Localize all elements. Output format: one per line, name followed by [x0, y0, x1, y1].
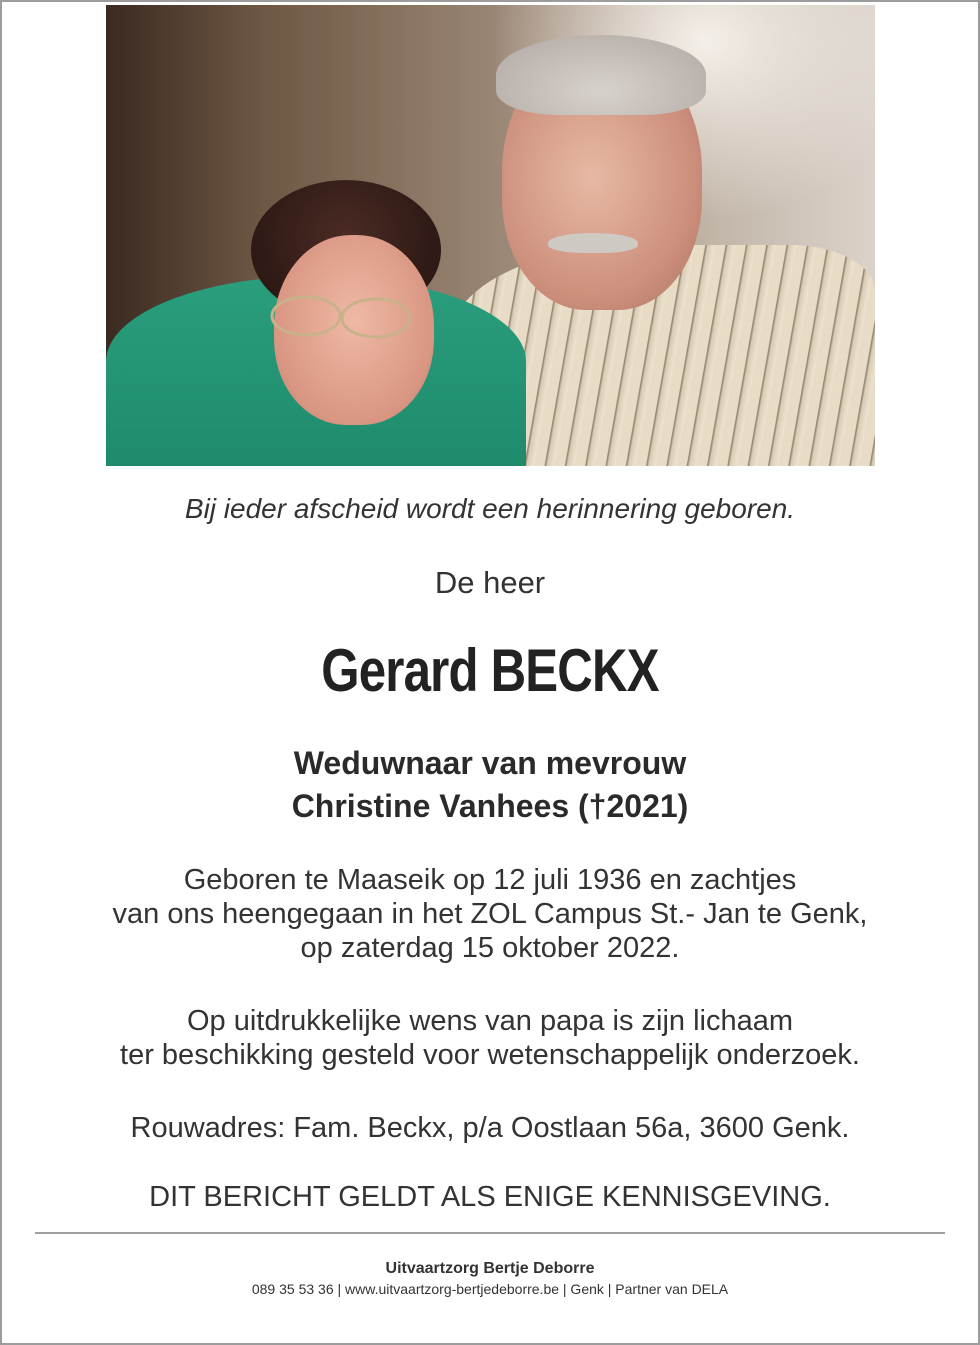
spouse-line-2: Christine Vanhees (†2021) [291, 788, 689, 824]
memorial-quote: Bij ieder afscheid wordt een herinnering geboren. [184, 493, 796, 524]
birth-death-line: op zaterdag 15 oktober 2022. [300, 932, 680, 964]
honorific: De heer [434, 565, 546, 600]
man-mustache [548, 233, 638, 253]
birth-death-paragraph [0, 863, 980, 965]
funeral-home-contact: 089 35 53 36 | www.uitvaartzorg-bertjedeborre.be | Genk | Partner van DELA [251, 1281, 729, 1297]
birth-death-line: van ons heengegaan in het ZOL Campus St.- Jan te Genk, [112, 898, 868, 930]
footer-divider [35, 1232, 945, 1234]
wish-line: ter beschikking gesteld voor wetenschappelijk onderzoek. [120, 1039, 860, 1071]
notice-line: DIT BERICHT GELDT ALS ENIGE KENNISGEVING. [149, 1181, 831, 1213]
glasses-icon [264, 293, 418, 339]
funeral-home-name: Uitvaartzorg Bertje Deborre [385, 1260, 595, 1277]
mourning-address: Rouwadres: Fam. Beckx, p/a Oostlaan 56a, 3600 Genk. [130, 1112, 850, 1144]
man-hair [496, 35, 706, 115]
wish-line: Op uitdrukkelijke wens van papa is zijn lichaam [186, 1005, 794, 1037]
deceased-name: Gerard BECKX [321, 637, 659, 704]
wish-paragraph [0, 1004, 980, 1072]
spouse-line-1: Weduwnaar van mevrouw [293, 745, 687, 781]
couple-photo [106, 5, 875, 466]
birth-death-line: Geboren te Maaseik op 12 juli 1936 en zachtjes [183, 864, 797, 896]
spouse-block [0, 742, 980, 828]
